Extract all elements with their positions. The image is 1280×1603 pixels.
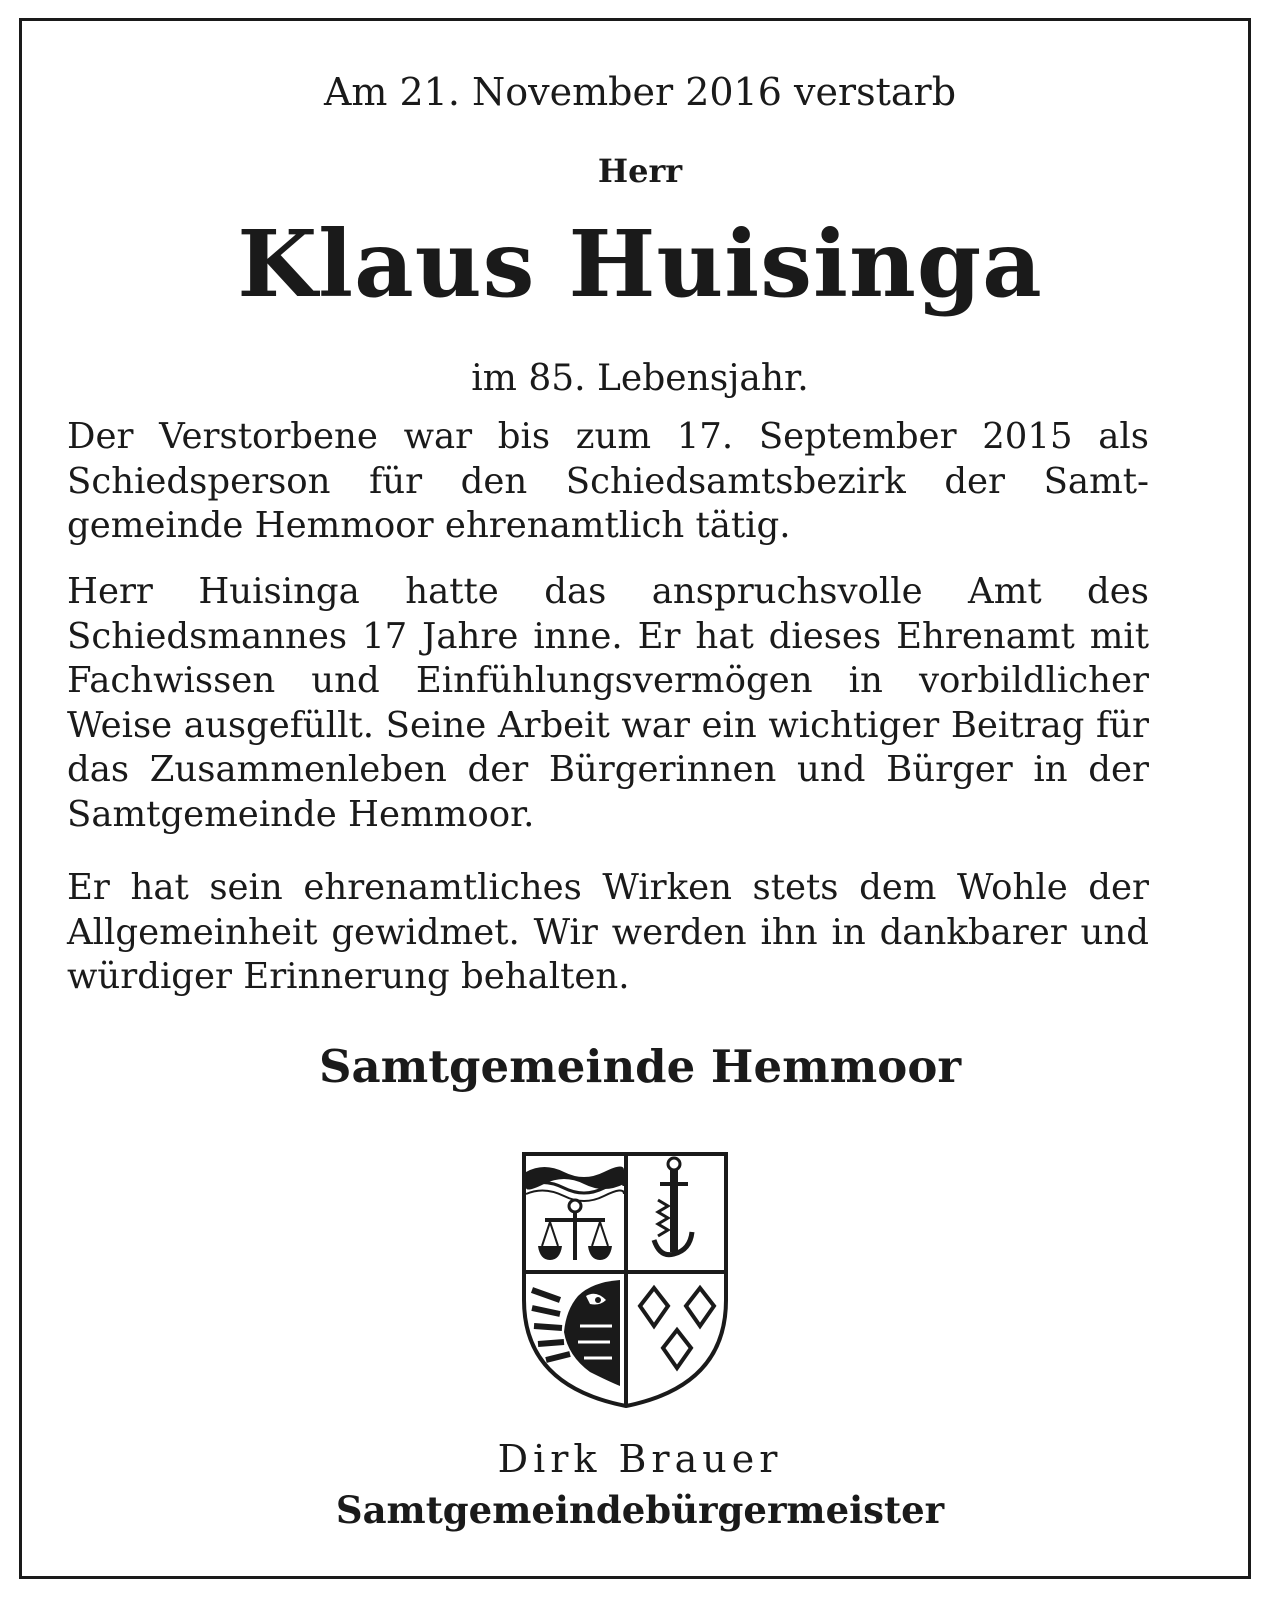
- salutation: Herr: [597, 152, 683, 190]
- body-paragraph-3: Er hat sein ehrenamtliches Wirken stets dem Wohle der Allgemeinheit gewidmet. Wir werden ihn in dankbarer und würdiger Erinnerung behalten.: [67, 867, 1149, 997]
- signer-name: Dirk Brauer: [497, 1437, 783, 1481]
- body-paragraph-1: Der Verstorbene war bis zum 17. September 2015 als Schiedsperson für den Schiedsamtsbezirk der Samtgemeinde Hemmoor ehrenamtlich tätig.: [67, 416, 1149, 546]
- age-line: im 85. Lebensjahr.: [471, 358, 809, 399]
- organization-name: Samtgemeinde Hemmoor: [318, 1040, 962, 1093]
- intro-line: Am 21. November 2016 verstarb: [323, 70, 957, 114]
- coat-of-arms-icon: [520, 1150, 732, 1410]
- body-paragraph-2: Herr Huisinga hatte das anspruchsvolle Amt des Schiedsmannes 17 Jahre inne. Er hat dieses Ehrenamt mit Fachwissen und Einfühlungsvermögen in vorbildlicher Weise ausgefüllt. Seine Arbeit war ein wichtiger Beitrag für das Zusammenleben der Bürgerinnen und Bürger in der Samtgemeinde Hemmoor.: [67, 571, 1149, 835]
- signer-title: Samtgemeindebürgermeister: [335, 1488, 945, 1532]
- deceased-name: Klaus Huisinga: [237, 210, 1043, 318]
